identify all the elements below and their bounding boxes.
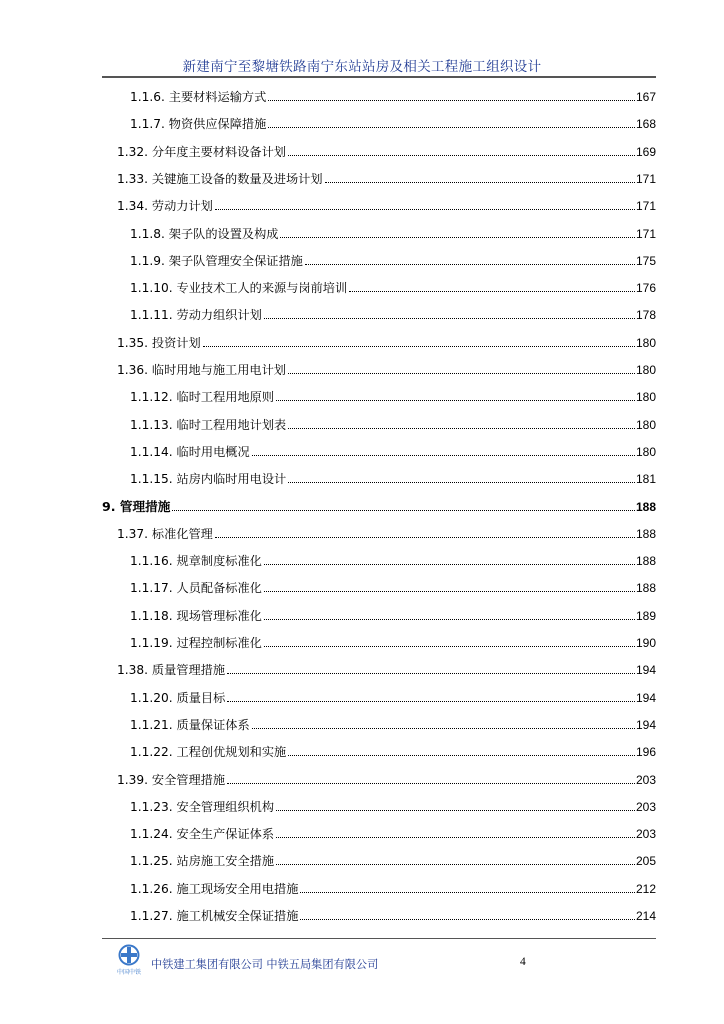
toc-entry-label: 1.1.21. 质量保证体系 — [130, 717, 250, 732]
toc-entry-label: 1.1.16. 规章制度标准化 — [130, 554, 262, 569]
toc-dot-leader — [264, 646, 635, 647]
toc-dot-leader — [276, 810, 635, 811]
toc-entry-label: 1.1.25. 站房施工安全措施 — [130, 854, 275, 869]
toc-entry-label: 1.1.26. 施工现场安全用电措施 — [130, 881, 299, 896]
toc-dot-leader — [288, 428, 635, 429]
toc-entry[interactable] — [130, 111, 656, 131]
toc-entry[interactable] — [130, 739, 656, 759]
toc-dot-leader — [280, 237, 635, 238]
toc-dot-leader — [227, 701, 635, 702]
toc-entry-label: 1.1.19. 过程控制标准化 — [130, 636, 262, 650]
toc-entry-page: 180 — [635, 363, 656, 377]
toc-entry-page: 171 — [635, 226, 656, 241]
toc-entry-label: 9. 管理措施 — [102, 498, 171, 514]
toc-entry[interactable] — [102, 494, 656, 514]
toc-entry-page: 188 — [635, 581, 656, 596]
toc-entry-label: 1.1.23. 安全管理组织机构 — [130, 799, 275, 814]
toc-entry-label: 1.39. 安全管理措施 — [117, 772, 226, 787]
toc-entry-page: 212 — [635, 881, 656, 896]
toc-dot-leader — [300, 919, 635, 920]
crec-logo-icon — [116, 944, 142, 976]
toc-dot-leader — [172, 510, 635, 511]
toc-dot-leader — [268, 127, 635, 128]
toc-entry[interactable] — [130, 903, 656, 923]
toc-entry[interactable] — [130, 439, 656, 459]
toc-entry[interactable] — [117, 521, 656, 541]
toc-entry[interactable] — [130, 712, 656, 732]
toc-entry-label: 1.1.20. 质量目标 — [130, 690, 226, 705]
toc-entry-label: 1.35. 投资计划 — [117, 335, 201, 350]
toc-entry[interactable] — [117, 657, 656, 677]
toc-entry[interactable] — [130, 248, 656, 268]
toc-entry[interactable] — [130, 575, 656, 595]
toc-entry-label: 1.36. 临时用地与施工用电计划 — [117, 363, 286, 377]
toc-entry-label: 1.1.6. 主要材料运输方式 — [130, 90, 267, 104]
toc-entry-page: 190 — [635, 636, 656, 650]
page-number: 4 — [520, 956, 526, 968]
toc-entry-label: 1.37. 标准化管理 — [117, 526, 213, 541]
toc-entry[interactable] — [117, 139, 656, 159]
toc-entry[interactable] — [117, 193, 656, 213]
toc-dot-leader — [264, 318, 635, 319]
toc-entry-page: 171 — [635, 199, 656, 214]
toc-entry-page: 180 — [635, 444, 656, 459]
toc-entry-label: 1.1.11. 劳动力组织计划 — [130, 308, 262, 323]
toc-entry-page: 181 — [635, 472, 656, 487]
toc-entry-label: 1.1.22. 工程创优规划和实施 — [130, 745, 287, 760]
toc-entry-label: 1.1.24. 安全生产保证体系 — [130, 827, 275, 842]
toc-entry-page: 203 — [635, 827, 656, 842]
toc-entry-page: 168 — [635, 117, 656, 132]
toc-entry-page: 176 — [635, 281, 656, 296]
toc-entry-page: 196 — [635, 745, 656, 760]
footer-companies: 中铁建工集团有限公司 中铁五局集团有限公司 — [151, 958, 379, 971]
toc-dot-leader — [264, 619, 635, 620]
toc-entry-page: 194 — [635, 663, 656, 678]
toc-entry[interactable] — [130, 84, 656, 104]
toc-dot-leader — [300, 892, 635, 893]
toc-entry[interactable] — [130, 302, 656, 322]
toc-entry[interactable] — [117, 357, 656, 377]
toc-dot-leader — [288, 482, 635, 483]
toc-dot-leader — [252, 455, 635, 456]
toc-dot-leader — [227, 783, 635, 784]
toc-entry-page: 171 — [635, 171, 656, 186]
toc-entry-page: 169 — [635, 144, 656, 159]
toc-entry[interactable] — [117, 330, 656, 350]
toc-entry[interactable] — [130, 848, 656, 868]
toc-entry-label: 1.1.9. 架子队管理安全保证措施 — [130, 253, 303, 268]
toc-entry[interactable] — [130, 221, 656, 241]
toc-entry[interactable] — [130, 275, 656, 295]
document-title: 新建南宁至黎塘铁路南宁东站站房及相关工程施工组织设计 — [182, 59, 542, 75]
toc-dot-leader — [288, 373, 635, 374]
header-divider — [102, 76, 656, 78]
toc-entry-page: 167 — [635, 90, 656, 104]
toc-entry[interactable] — [130, 794, 656, 814]
toc-entry-label: 1.1.15. 站房内临时用电设计 — [130, 472, 287, 487]
toc-dot-leader — [288, 155, 635, 156]
toc-entry-page: 189 — [635, 608, 656, 623]
toc-dot-leader — [349, 291, 635, 292]
toc-entry-page: 180 — [635, 417, 656, 432]
toc-dot-leader — [203, 346, 635, 347]
toc-entry-label: 1.33. 关键施工设备的数量及进场计划 — [117, 171, 323, 186]
toc-entry-page: 180 — [635, 390, 656, 405]
toc-dot-leader — [252, 728, 635, 729]
logo-lettering: 中国中铁 — [116, 969, 142, 976]
toc-entry[interactable] — [130, 821, 656, 841]
toc-entry[interactable] — [130, 630, 656, 650]
toc-entry[interactable] — [130, 466, 656, 486]
toc-entry-label: 1.1.14. 临时用电概况 — [130, 444, 250, 459]
toc-entry-page: 188 — [635, 499, 656, 514]
toc-entry-label: 1.1.8. 架子队的设置及构成 — [130, 226, 279, 241]
toc-entry-label: 1.1.17. 人员配备标准化 — [130, 581, 262, 596]
toc-dot-leader — [215, 537, 635, 538]
toc-dot-leader — [305, 264, 635, 265]
toc-entry-label: 1.1.13. 临时工程用地计划表 — [130, 417, 287, 432]
toc-entry-label: 1.1.12. 临时工程用地原则 — [130, 390, 275, 405]
toc-entry[interactable] — [130, 603, 656, 623]
toc-entry-page: 203 — [635, 772, 656, 787]
toc-dot-leader — [227, 673, 635, 674]
toc-entry-label: 1.1.10. 专业技术工人的来源与岗前培训 — [130, 281, 348, 296]
toc-entry-page: 180 — [635, 335, 656, 350]
toc-entry[interactable] — [130, 384, 656, 404]
toc-entry-label: 1.1.7. 物资供应保障措施 — [130, 117, 267, 132]
toc-dot-leader — [268, 100, 635, 101]
toc-dot-leader — [264, 564, 635, 565]
toc-entry-label: 1.34. 劳动力计划 — [117, 199, 213, 214]
toc-dot-leader — [276, 837, 635, 838]
toc-entry[interactable] — [130, 412, 656, 432]
toc-entry-label: 1.38. 质量管理措施 — [117, 663, 226, 678]
toc-dot-leader — [276, 864, 635, 865]
toc-entry-page: 194 — [635, 717, 656, 732]
toc-entry-page: 203 — [635, 799, 656, 814]
toc-entry[interactable] — [130, 876, 656, 896]
toc-entry-label: 1.1.27. 施工机械安全保证措施 — [130, 909, 299, 923]
toc-entry[interactable] — [117, 767, 656, 787]
toc-entry-label: 1.32. 分年度主要材料设备计划 — [117, 144, 286, 159]
toc-entry[interactable] — [130, 685, 656, 705]
toc-entry-label: 1.1.18. 现场管理标准化 — [130, 608, 262, 623]
toc-entry-page: 205 — [635, 854, 656, 869]
toc-dot-leader — [288, 755, 635, 756]
toc-entry-page: 188 — [635, 554, 656, 569]
toc-dot-leader — [264, 591, 635, 592]
toc-entry[interactable] — [130, 548, 656, 568]
toc-entry-page: 194 — [635, 690, 656, 705]
toc-dot-leader — [325, 182, 635, 183]
toc-entry-page: 188 — [635, 526, 656, 541]
toc-entry-page: 175 — [635, 253, 656, 268]
toc-entry-page: 214 — [635, 909, 656, 923]
toc-dot-leader — [276, 400, 635, 401]
toc-entry[interactable] — [117, 166, 656, 186]
footer-divider — [102, 938, 656, 939]
toc-entry-page: 178 — [635, 308, 656, 323]
toc-dot-leader — [215, 209, 635, 210]
